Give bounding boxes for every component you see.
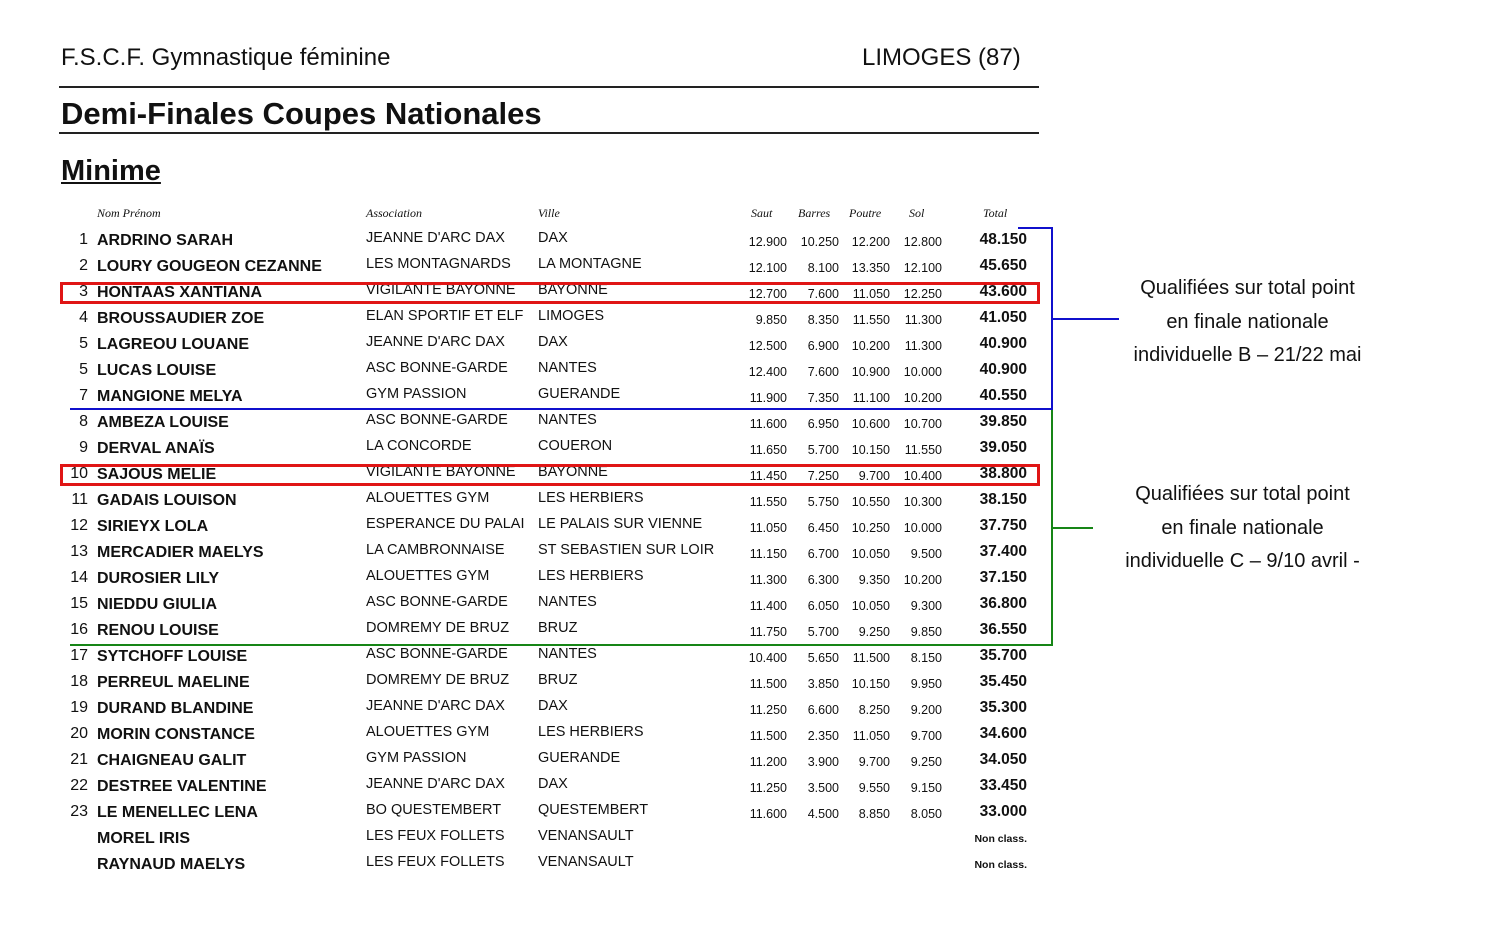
association-cell: LES MONTAGNARDS [366, 256, 511, 272]
table-row [0, 490, 1060, 516]
table-row [0, 828, 1060, 854]
ville-cell: VENANSAULT [538, 828, 634, 844]
barres-score-cell: 6.950 [807, 417, 839, 431]
total-cell: 45.650 [979, 257, 1027, 274]
table-row [0, 230, 1060, 256]
sol-score-cell: 10.000 [903, 521, 942, 535]
table-row [0, 672, 1060, 698]
poutre-score-cell: 11.050 [852, 287, 890, 301]
rank-cell: 3 [79, 283, 88, 300]
page-title: Demi-Finales Coupes Nationales [61, 96, 542, 131]
ville-cell: NANTES [538, 594, 597, 610]
rank-cell: 21 [70, 751, 88, 768]
name-cell: RAYNAUD MAELYS [97, 856, 246, 873]
name-cell: PERREUL MAELINE [97, 674, 250, 691]
sol-score-cell: 9.850 [910, 625, 942, 639]
total-cell: 34.600 [979, 725, 1027, 742]
annotation-b-line2: en finale nationale [1166, 310, 1329, 333]
ville-cell: BRUZ [538, 672, 578, 688]
sol-score-cell: 10.000 [903, 365, 942, 379]
barres-score-cell: 7.250 [807, 469, 839, 483]
association-cell: JEANNE D'ARC DAX [366, 334, 505, 350]
association-cell: ESPERANCE DU PALAI [366, 516, 525, 532]
rank-cell: 1 [79, 231, 88, 248]
annotation-c-line1: Qualifiées sur total point [1135, 483, 1350, 505]
total-cell: 40.900 [979, 335, 1027, 352]
barres-score-cell: 8.350 [807, 313, 839, 327]
name-cell: NIEDDU GIULIA [97, 596, 217, 613]
poutre-score-cell: 10.150 [851, 443, 890, 457]
total-cell: 36.800 [979, 595, 1027, 612]
name-cell: RENOU LOUISE [97, 622, 219, 639]
rank-cell: 16 [70, 621, 88, 638]
name-cell: LE MENELLEC LENA [97, 804, 258, 821]
saut-score-cell: 11.750 [749, 625, 787, 639]
poutre-score-cell: 11.050 [852, 729, 890, 743]
ville-cell: COUERON [538, 438, 613, 454]
rank-cell: 22 [70, 777, 88, 794]
ville-cell: LA MONTAGNE [538, 256, 642, 272]
sol-score-cell: 11.300 [904, 313, 942, 327]
rank-cell: 5 [79, 361, 88, 378]
saut-score-cell: 11.600 [749, 807, 787, 821]
ville-cell: LES HERBIERS [538, 490, 644, 506]
poutre-score-cell: 9.550 [858, 781, 890, 795]
ville-cell: DAX [538, 776, 568, 792]
rank-cell: 17 [70, 647, 88, 664]
name-cell: DERVAL ANAÏS [97, 440, 215, 457]
table-row [0, 646, 1060, 672]
poutre-score-cell: 11.550 [852, 313, 890, 327]
association-cell: ALOUETTES GYM [366, 490, 490, 506]
poutre-score-cell: 10.050 [851, 599, 890, 613]
barres-score-cell: 6.450 [807, 521, 839, 535]
saut-score-cell: 12.400 [748, 365, 787, 379]
total-cell: 38.800 [979, 465, 1027, 482]
association-cell: DOMREMY DE BRUZ [366, 620, 510, 636]
association-cell: JEANNE D'ARC DAX [366, 230, 505, 246]
table-row [0, 256, 1060, 282]
rank-cell: 14 [70, 569, 88, 586]
header-rule [59, 86, 1039, 88]
table-row [0, 438, 1060, 464]
total-cell: 38.150 [979, 491, 1027, 508]
ville-cell: DAX [538, 698, 568, 714]
saut-score-cell: 11.150 [749, 547, 787, 561]
col-header-saut: Saut [751, 206, 773, 220]
total-cell: 40.550 [979, 387, 1027, 404]
table-row [0, 776, 1060, 802]
col-header-name: Nom Prénom [97, 206, 161, 220]
saut-score-cell: 12.500 [748, 339, 787, 353]
ville-cell: VENANSAULT [538, 854, 634, 870]
total-cell: 39.050 [979, 439, 1027, 456]
ville-cell: LES HERBIERS [538, 568, 644, 584]
ville-cell: QUESTEMBERT [538, 802, 649, 818]
barres-score-cell: 3.900 [807, 755, 839, 769]
blue-cutoff-line [70, 408, 1053, 410]
sol-score-cell: 12.100 [903, 261, 942, 275]
association-cell: ALOUETTES GYM [366, 724, 490, 740]
saut-score-cell: 11.600 [749, 417, 787, 431]
barres-score-cell: 6.700 [807, 547, 839, 561]
table-row [0, 724, 1060, 750]
table-row [0, 412, 1060, 438]
ville-cell: ST SEBASTIEN SUR LOIR [538, 542, 715, 558]
ville-cell: GUERANDE [538, 750, 621, 766]
association-cell: ELAN SPORTIF ET ELF [366, 308, 524, 324]
sol-score-cell: 10.700 [903, 417, 942, 431]
sol-score-cell: 10.200 [903, 391, 942, 405]
saut-score-cell: 11.650 [749, 443, 787, 457]
total-cell: 37.400 [979, 543, 1027, 560]
sol-score-cell: 10.200 [903, 573, 942, 587]
rank-cell: 12 [70, 517, 88, 534]
sol-score-cell: 10.300 [903, 495, 942, 509]
poutre-score-cell: 11.500 [852, 651, 890, 665]
rank-cell: 19 [70, 699, 88, 716]
ville-cell: DAX [538, 230, 568, 246]
saut-score-cell: 11.050 [749, 521, 787, 535]
col-header-ville: Ville [538, 206, 560, 220]
barres-score-cell: 3.500 [807, 781, 839, 795]
sol-score-cell: 9.250 [910, 755, 942, 769]
table-row [0, 516, 1060, 542]
rank-cell: 18 [70, 673, 88, 690]
rank-cell: 2 [79, 257, 88, 274]
saut-score-cell: 12.700 [748, 287, 787, 301]
total-cell: 35.700 [979, 647, 1027, 664]
total-cell: 48.150 [979, 231, 1027, 248]
saut-score-cell: 9.850 [755, 313, 787, 327]
name-cell: DUROSIER LILY [97, 570, 220, 587]
poutre-score-cell: 10.050 [851, 547, 890, 561]
association-cell: ASC BONNE-GARDE [366, 646, 508, 662]
poutre-score-cell: 9.700 [858, 755, 890, 769]
barres-score-cell: 5.700 [807, 625, 839, 639]
annotation-c-line2: en finale nationale [1161, 516, 1324, 539]
sol-score-cell: 9.200 [910, 703, 942, 717]
ville-cell: BAYONNE [538, 282, 608, 298]
name-cell: SAJOUS MELIE [97, 466, 217, 483]
barres-score-cell: 4.500 [807, 807, 839, 821]
highlight-box-rank-10 [60, 464, 1040, 486]
sol-score-cell: 9.500 [910, 547, 942, 561]
total-cell: 43.600 [979, 283, 1027, 300]
poutre-score-cell: 10.600 [851, 417, 890, 431]
saut-score-cell: 11.400 [749, 599, 787, 613]
table-row [0, 568, 1060, 594]
barres-score-cell: 6.050 [807, 599, 839, 613]
total-cell: 39.850 [979, 413, 1027, 430]
saut-score-cell: 11.250 [749, 781, 787, 795]
title-rule [59, 132, 1039, 134]
table-row [0, 594, 1060, 620]
saut-score-cell: 11.250 [749, 703, 787, 717]
saut-score-cell: 10.400 [748, 651, 787, 665]
table-row [0, 750, 1060, 776]
total-cell: 35.450 [979, 673, 1027, 690]
name-cell: LAGREOU LOUANE [97, 336, 249, 353]
name-cell: LOURY GOUGEON CEZANNE [97, 258, 322, 275]
name-cell: BROUSSAUDIER ZOE [97, 310, 265, 327]
saut-score-cell: 11.500 [749, 729, 787, 743]
rank-cell: 10 [70, 465, 88, 482]
poutre-score-cell: 10.150 [851, 677, 890, 691]
barres-score-cell: 7.350 [807, 391, 839, 405]
barres-score-cell: 5.650 [807, 651, 839, 665]
total-cell: 37.150 [979, 569, 1027, 586]
name-cell: DURAND BLANDINE [97, 700, 254, 717]
total-cell: 41.050 [979, 309, 1027, 326]
sol-score-cell: 9.700 [910, 729, 942, 743]
association-cell: GYM PASSION [366, 386, 467, 402]
poutre-score-cell: 11.100 [852, 391, 890, 405]
association-cell: ASC BONNE-GARDE [366, 412, 508, 428]
rank-cell: 8 [79, 413, 88, 430]
col-header-poutre: Poutre [849, 206, 882, 220]
barres-score-cell: 7.600 [807, 365, 839, 379]
saut-score-cell: 11.550 [749, 495, 787, 509]
total-cell: 33.450 [979, 777, 1027, 794]
saut-score-cell: 11.500 [749, 677, 787, 691]
sol-score-cell: 9.950 [910, 677, 942, 691]
saut-score-cell: 12.900 [748, 235, 787, 249]
table-row [0, 334, 1060, 360]
poutre-score-cell: 8.250 [858, 703, 890, 717]
association-cell: VIGILANTE BAYONNE [366, 464, 516, 480]
name-cell: AMBEZA LOUISE [97, 414, 229, 431]
poutre-score-cell: 9.250 [858, 625, 890, 639]
poutre-score-cell: 9.350 [858, 573, 890, 587]
poutre-score-cell: 13.350 [851, 261, 890, 275]
rank-cell: 5 [79, 335, 88, 352]
saut-score-cell: 11.900 [749, 391, 787, 405]
total-cell: Non class. [974, 833, 1027, 845]
association-cell: LA CONCORDE [366, 438, 472, 454]
association-cell: LES FEUX FOLLETS [366, 854, 505, 870]
organisation-title: F.S.C.F. Gymnastique féminine [61, 44, 391, 71]
saut-score-cell: 11.300 [749, 573, 787, 587]
poutre-score-cell: 8.850 [858, 807, 890, 821]
col-header-total: Total [983, 206, 1008, 220]
association-cell: GYM PASSION [366, 750, 467, 766]
saut-score-cell: 11.450 [749, 469, 787, 483]
total-cell: 37.750 [979, 517, 1027, 534]
rank-cell: 11 [71, 491, 88, 508]
sol-score-cell: 9.300 [910, 599, 942, 613]
col-header-barres: Barres [798, 206, 831, 220]
barres-score-cell: 6.900 [807, 339, 839, 353]
annotation-b [1105, 272, 1390, 373]
annotation-c [1100, 478, 1385, 579]
table-row [0, 360, 1060, 386]
table-row [0, 308, 1060, 334]
col-header-sol: Sol [909, 206, 925, 220]
category-heading: Minime [61, 155, 161, 187]
rank-cell: 7 [79, 387, 88, 404]
sol-score-cell: 9.150 [910, 781, 942, 795]
barres-score-cell: 10.250 [800, 235, 839, 249]
barres-score-cell: 2.350 [807, 729, 839, 743]
barres-score-cell: 8.100 [807, 261, 839, 275]
rank-cell: 13 [70, 543, 88, 560]
name-cell: MERCADIER MAELYS [97, 544, 264, 561]
blue-bracket-top [1018, 227, 1053, 229]
sol-score-cell: 11.300 [904, 339, 942, 353]
sol-score-cell: 10.400 [903, 469, 942, 483]
table-row [0, 542, 1060, 568]
sol-score-cell: 8.050 [910, 807, 942, 821]
poutre-score-cell: 10.250 [851, 521, 890, 535]
ville-cell: DAX [538, 334, 568, 350]
association-cell: LA CAMBRONNAISE [366, 542, 505, 558]
association-cell: JEANNE D'ARC DAX [366, 698, 505, 714]
total-cell: Non class. [974, 859, 1027, 871]
table-row [0, 854, 1060, 880]
location-label: LIMOGES (87) [862, 44, 1021, 71]
annotation-c-line3: individuelle C – 9/10 avril - [1125, 550, 1360, 572]
name-cell: MANGIONE MELYA [97, 388, 243, 405]
name-cell: ARDRINO SARAH [97, 232, 233, 249]
name-cell: HONTAAS XANTIANA [97, 284, 263, 301]
sol-score-cell: 12.800 [903, 235, 942, 249]
name-cell: MOREL IRIS [97, 830, 191, 847]
rank-cell: 23 [70, 803, 88, 820]
ville-cell: BRUZ [538, 620, 578, 636]
ville-cell: NANTES [538, 360, 597, 376]
poutre-score-cell: 10.900 [851, 365, 890, 379]
rank-cell: 15 [70, 595, 88, 612]
name-cell: SIRIEYX LOLA [97, 518, 209, 535]
ville-cell: LIMOGES [538, 308, 605, 324]
annotation-b-line1: Qualifiées sur total point [1140, 277, 1355, 299]
association-cell: LES FEUX FOLLETS [366, 828, 505, 844]
barres-score-cell: 5.700 [807, 443, 839, 457]
rank-cell: 9 [79, 439, 88, 456]
table-row [0, 802, 1060, 828]
total-cell: 35.300 [979, 699, 1027, 716]
sol-score-cell: 8.150 [910, 651, 942, 665]
poutre-score-cell: 10.550 [851, 495, 890, 509]
sol-score-cell: 11.550 [904, 443, 942, 457]
barres-score-cell: 6.300 [807, 573, 839, 587]
name-cell: GADAIS LOUISON [97, 492, 237, 509]
table-row [0, 620, 1060, 646]
ville-cell: LE PALAIS SUR VIENNE [538, 516, 703, 532]
ville-cell: NANTES [538, 646, 597, 662]
green-cutoff-line [70, 644, 1053, 646]
association-cell: VIGILANTE BAYONNE [366, 282, 516, 298]
sol-score-cell: 12.250 [903, 287, 942, 301]
poutre-score-cell: 12.200 [851, 235, 890, 249]
barres-score-cell: 5.750 [807, 495, 839, 509]
total-cell: 33.000 [979, 803, 1027, 820]
name-cell: CHAIGNEAU GALIT [97, 752, 247, 769]
ville-cell: NANTES [538, 412, 597, 428]
barres-score-cell: 3.850 [807, 677, 839, 691]
poutre-score-cell: 10.200 [851, 339, 890, 353]
table-row [0, 698, 1060, 724]
total-cell: 36.550 [979, 621, 1027, 638]
highlight-box-rank-3 [60, 282, 1040, 304]
total-cell: 40.900 [979, 361, 1027, 378]
ville-cell: LES HERBIERS [538, 724, 644, 740]
barres-score-cell: 7.600 [807, 287, 839, 301]
association-cell: ASC BONNE-GARDE [366, 594, 508, 610]
total-cell: 34.050 [979, 751, 1027, 768]
saut-score-cell: 12.100 [748, 261, 787, 275]
green-connector [1053, 527, 1093, 529]
barres-score-cell: 6.600 [807, 703, 839, 717]
association-cell: JEANNE D'ARC DAX [366, 776, 505, 792]
association-cell: ASC BONNE-GARDE [366, 360, 508, 376]
name-cell: DESTREE VALENTINE [97, 778, 267, 795]
col-header-association: Association [366, 206, 422, 220]
poutre-score-cell: 9.700 [858, 469, 890, 483]
name-cell: SYTCHOFF LOUISE [97, 648, 248, 665]
association-cell: BO QUESTEMBERT [366, 802, 502, 818]
annotation-b-line3: individuelle B – 21/22 mai [1133, 344, 1362, 366]
rank-cell: 20 [70, 725, 88, 742]
name-cell: MORIN CONSTANCE [97, 726, 255, 743]
ville-cell: GUERANDE [538, 386, 621, 402]
rank-cell: 4 [79, 309, 88, 326]
association-cell: DOMREMY DE BRUZ [366, 672, 510, 688]
saut-score-cell: 11.200 [749, 755, 787, 769]
association-cell: ALOUETTES GYM [366, 568, 490, 584]
ville-cell: BAYONNE [538, 464, 608, 480]
name-cell: LUCAS LOUISE [97, 362, 217, 379]
